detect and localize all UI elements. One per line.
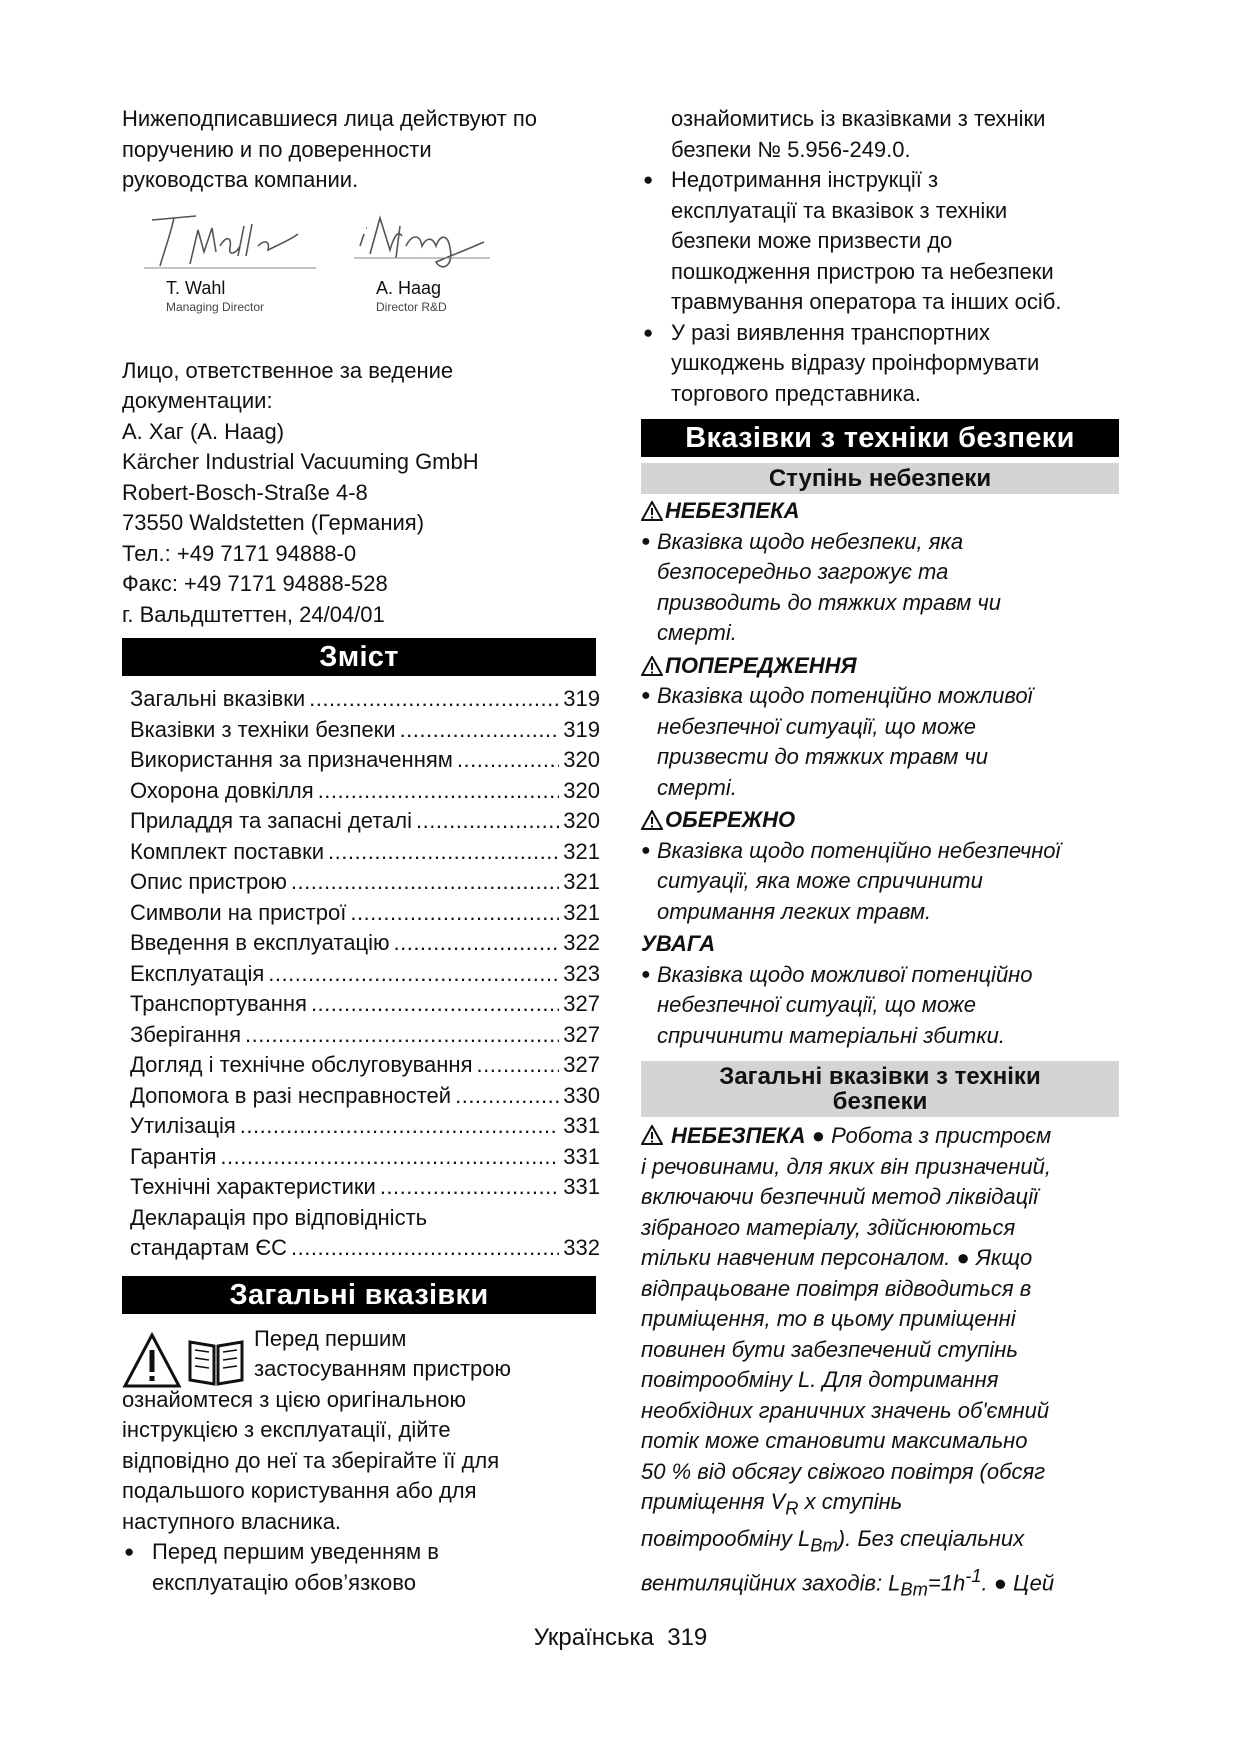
gs-line-air [641, 1524, 1119, 1561]
toc-title: Експлуатація [130, 960, 265, 986]
signature-haag-drawing [350, 206, 500, 276]
toc-leader [220, 1142, 559, 1173]
general-intro [122, 1324, 596, 1599]
toc-page: 327 [563, 1052, 600, 1077]
toc-row[interactable] [130, 1050, 600, 1081]
hazard-desc [641, 836, 1119, 928]
toc-title: Декларація про відповідність [130, 1204, 428, 1230]
toc-page: 327 [563, 1021, 600, 1047]
warning-triangle-icon [641, 501, 663, 521]
toc-leader [291, 867, 559, 898]
toc-leader [240, 1111, 559, 1142]
heading-line: безпеки [832, 1088, 928, 1115]
toc-row[interactable] [130, 1111, 600, 1142]
intro-icons [122, 1332, 250, 1392]
gs-first: Робота з пристроєм [831, 1123, 1052, 1148]
intro-line: поручению и по доверенности [122, 136, 432, 162]
toc-page: 331 [563, 1113, 600, 1138]
toc-title: Охорона довкілля [130, 777, 314, 803]
gs-line: включаючи безпечний метод ліквідації [641, 1184, 1038, 1209]
toc-page: 321 [563, 869, 600, 894]
toc-leader [380, 1172, 559, 1203]
continued-text [641, 104, 1119, 165]
hazard-line: отримання легких травм. [657, 898, 932, 924]
toc-row[interactable] [130, 928, 600, 959]
gs-vent-sup: -1 [965, 1564, 982, 1586]
gs-air-text: повітрообміну L [641, 1525, 811, 1551]
toc-page: 320 [563, 747, 600, 772]
toc-title: Зберігання [130, 1021, 241, 1047]
toc-row[interactable] [130, 1172, 600, 1203]
toc-page: 332 [563, 1235, 600, 1260]
toc-row[interactable] [130, 898, 600, 929]
contact-line: г. Вальдштеттен, 24/04/01 [122, 601, 385, 627]
toc-title: Введення в експлуатацію [130, 930, 390, 955]
toc-row[interactable] [130, 837, 600, 868]
general-line: подальшого користування або для [122, 1478, 477, 1503]
toc-page: 330 [563, 1082, 600, 1108]
gs-line-vent [641, 1561, 1119, 1605]
contact-line: Факс: +49 7171 94888-528 [122, 571, 388, 596]
toc-row-declaration[interactable] [130, 1203, 600, 1264]
right-column [641, 104, 1119, 1605]
toc-title: Загальні вказівки [130, 686, 306, 711]
hazard-line: спричинити матеріальні збитки. [657, 1022, 1005, 1048]
gs-room-text: приміщення V [641, 1489, 786, 1514]
toc-leader [268, 959, 559, 990]
toc-title: Комплект поставки [130, 838, 325, 864]
hazard-level-heading: Ступінь небезпеки [641, 463, 1119, 494]
toc-title: Використання за призначенням [130, 747, 453, 772]
toc-row[interactable] [130, 806, 600, 837]
general-heading: Загальні вказівки [122, 1276, 596, 1314]
contact-line: А. Хаг (A. Haag) [122, 418, 285, 444]
toc-leader [416, 806, 559, 837]
bullet-line: ● У разі виявлення транспортних [671, 319, 990, 345]
gs-air-rest: ). Без спеціальних [837, 1525, 1025, 1551]
hazard-line: смерті. [657, 774, 737, 800]
gs-label: НЕБЕЗПЕКА [671, 1123, 806, 1148]
general-line: відповідно до неї та зберігайте її для [122, 1447, 500, 1473]
toc-title: Технічні характеристики [130, 1174, 376, 1199]
toc-row[interactable] [130, 989, 600, 1020]
toc-page: 319 [563, 716, 600, 742]
hazard-line: ситуації, яка може спричинити [657, 868, 983, 893]
toc-leader [457, 745, 559, 776]
hazard-line: ● Вказівка щодо небезпеки, яка [657, 528, 964, 554]
toc-title: Опис пристрою [130, 869, 287, 894]
toc-page: 327 [563, 991, 600, 1016]
gs-vent-rest: . ● Цей [981, 1570, 1055, 1596]
gs-room-rest: х ступінь [798, 1489, 903, 1514]
gs-vent-sub: Bm [900, 1578, 928, 1600]
warning-triangle-icon [641, 1125, 663, 1145]
toc-heading: Зміст [122, 638, 596, 676]
signatures [122, 206, 596, 348]
cont-line: безпеки № 5.956-249.0. [671, 136, 911, 162]
contact-line: Kärcher Industrial Vacuuming GmbH [122, 449, 479, 474]
hazard-line: ● Вказівка щодо потенційно можливої [657, 683, 1033, 708]
toc-leader [291, 1233, 559, 1264]
left-column [122, 104, 600, 1598]
toc-page: 319 [563, 686, 600, 711]
toc-leader [311, 989, 559, 1020]
warning-triangle-icon [641, 656, 663, 676]
toc-leader [393, 928, 559, 959]
hazard-line: смерті. [657, 620, 737, 645]
toc-page: 321 [563, 899, 600, 925]
bullet-line: експлуатацію обов’язково [152, 1569, 416, 1595]
manual-book-icon [186, 1336, 246, 1388]
toc-title: Догляд і технічне обслуговування [130, 1052, 473, 1077]
bullet-transport-damage [641, 318, 1119, 410]
toc-title: Вказівки з техніки безпеки [130, 716, 396, 742]
toc-leader [455, 1081, 559, 1112]
toc-page: 321 [563, 838, 600, 864]
warning-icon [122, 1332, 182, 1390]
intro-line: Нижеподписавшиеся лица действуют по [122, 106, 538, 131]
gs-room-sub: R [785, 1497, 799, 1519]
signature-wahl-drawing [140, 206, 320, 276]
signature-name: A. Haag [376, 277, 442, 298]
contact-line: Лицо, ответственное за ведение [122, 357, 454, 383]
gs-line: і речовинами, для яких він призначений, [641, 1153, 1051, 1179]
toc-leader [245, 1020, 559, 1051]
toc-row[interactable] [130, 959, 600, 990]
toc-leader [477, 1050, 560, 1081]
hazard-line: ● Вказівка щодо можливої потенційно [657, 961, 1033, 987]
general-bullet [122, 1537, 596, 1598]
bullet-line: торгового представника. [671, 380, 922, 406]
safety-heading: Вказівки з техніки безпеки [641, 419, 1119, 457]
bullet-line: пошкодження пристрою та небезпеки [671, 258, 1054, 284]
general-line: наступного власника. [122, 1508, 342, 1534]
toc-leader [400, 715, 560, 746]
gs-line: повітрообміну L. Для дотримання [641, 1367, 999, 1392]
toc-title: Допомога в разі несправностей [130, 1082, 452, 1108]
toc-leader [318, 776, 560, 807]
hazard-label-caution [641, 805, 1119, 836]
toc-row[interactable] [130, 1142, 600, 1173]
signature-haag [350, 206, 550, 324]
toc-leader [309, 684, 559, 715]
toc-title: Гарантія [130, 1143, 217, 1169]
signature-title: Director R&D [376, 299, 447, 314]
toc-page: 322 [563, 930, 600, 955]
toc-leader [328, 837, 559, 868]
toc-page: 331 [563, 1174, 600, 1199]
toc-title: Транспортування [130, 991, 307, 1016]
intro-line: руководства компании. [122, 167, 359, 192]
bullet-line: ● Перед першим уведенням в [152, 1539, 439, 1564]
toc-row[interactable] [130, 715, 600, 746]
hazard-label: НЕБЕЗПЕКА [665, 498, 800, 523]
toc-row[interactable] [130, 1081, 600, 1112]
general-safety-text [641, 1121, 1119, 1605]
toc-page: 320 [563, 808, 600, 833]
hazard-desc [641, 681, 1119, 803]
gs-vent-mid: =1h [927, 1570, 966, 1596]
gs-air-sub: Bm [810, 1534, 838, 1556]
toc-title: стандартам ЄС [130, 1235, 288, 1260]
hazard-line: небезпечної ситуації, що може [657, 992, 976, 1017]
toc-title: Символи на пристрої [130, 899, 347, 925]
toc-title: Приладдя та запасні деталі [130, 808, 413, 833]
warning-triangle-icon [641, 810, 663, 830]
heading-line: Загальні вказівки з техніки [719, 1063, 1041, 1090]
general-line: інструкцією з експлуатації, дійте [122, 1417, 451, 1442]
contact-line: документации: [122, 388, 273, 413]
gs-first-line: НЕБЕЗПЕКА ● Робота з пристроєм [641, 1121, 1119, 1152]
signature-wahl [140, 206, 340, 324]
toc-page: 331 [563, 1143, 600, 1169]
gs-line: приміщення, то в цьому приміщенні [641, 1306, 1016, 1331]
contact-line: 73550 Waldstetten (Германия) [122, 510, 425, 535]
gs-line: зібраного матеріалу, здійснюються [641, 1214, 1016, 1240]
hazard-line: призвести до тяжких травм чи [657, 744, 989, 769]
gs-line: необхідних граничних значень об'ємний [641, 1397, 1050, 1423]
hazard-label-warning [641, 651, 1119, 682]
toc-title: Утилізація [130, 1113, 236, 1138]
hazard-line: призводить до тяжких травм чи [657, 589, 1002, 615]
cont-line: ознайомитись із вказівками з техніки [671, 106, 1046, 131]
gs-line: 50 % від обсягу свіжого повітря (обсяг [641, 1458, 1046, 1484]
hazard-desc [641, 527, 1119, 649]
toc-page: 320 [563, 777, 600, 803]
bullet-instructions [641, 165, 1119, 318]
bullet-line: ● Недотримання інструкції з [671, 167, 939, 192]
footer-language: Українська [533, 1624, 654, 1651]
gs-line: тільки навченим персоналом. ● Якщо [641, 1245, 1033, 1270]
general-line: застосуванням пристрою [254, 1356, 511, 1381]
general-line: Перед першим [254, 1325, 407, 1351]
hazard-label-danger [641, 496, 1119, 527]
bullet-line: безпеки може призвести до [671, 228, 953, 253]
toc-leader [350, 898, 559, 929]
contact-line: Robert-Bosch-Straße 4-8 [122, 479, 368, 505]
toc-page: 323 [563, 960, 600, 986]
table-of-contents [130, 684, 600, 1264]
gs-line: потік може становити максимально [641, 1428, 1028, 1453]
page-footer [0, 1624, 1241, 1652]
page-number: 319 [667, 1624, 708, 1651]
signature-name: T. Wahl [166, 277, 226, 298]
hazard-label: ПОПЕРЕДЖЕННЯ [665, 652, 857, 678]
toc-row[interactable] [130, 745, 600, 776]
general-line: ознайомтеся з цією оригінальною [122, 1386, 466, 1412]
signature-title: Managing Director [166, 299, 265, 314]
hazard-label: УВАГА [641, 931, 716, 956]
gs-line-room [641, 1487, 1119, 1524]
hazard-line: ● Вказівка щодо потенційно небезпечної [657, 837, 1061, 863]
toc-row[interactable] [130, 684, 600, 715]
bullet-line: експлуатації та вказівок з техніки [671, 197, 1008, 223]
toc-row[interactable] [130, 867, 600, 898]
general-safety-heading [641, 1061, 1119, 1117]
hazard-label-attention [641, 929, 1119, 960]
hazard-label: ОБЕРЕЖНО [665, 807, 796, 832]
gs-line: відпрацьоване повітря відводиться в [641, 1275, 1032, 1301]
toc-row[interactable] [130, 1020, 600, 1051]
hazard-desc [641, 960, 1119, 1052]
bullet-line: ушкоджень відразу проінформувати [671, 350, 1040, 375]
gs-line: повинен бути забезпечений ступінь [641, 1336, 1018, 1362]
gs-vent-text: вентиляційних заходів: L [641, 1570, 901, 1596]
bullet-line: травмування оператора та інших осіб. [671, 289, 1062, 314]
hazard-line: безпосередньо загрожує та [657, 559, 949, 584]
hazard-line: небезпечної ситуації, що може [657, 713, 976, 739]
toc-row[interactable] [130, 776, 600, 807]
contact-line: Тел.: +49 7171 94888-0 [122, 540, 357, 566]
